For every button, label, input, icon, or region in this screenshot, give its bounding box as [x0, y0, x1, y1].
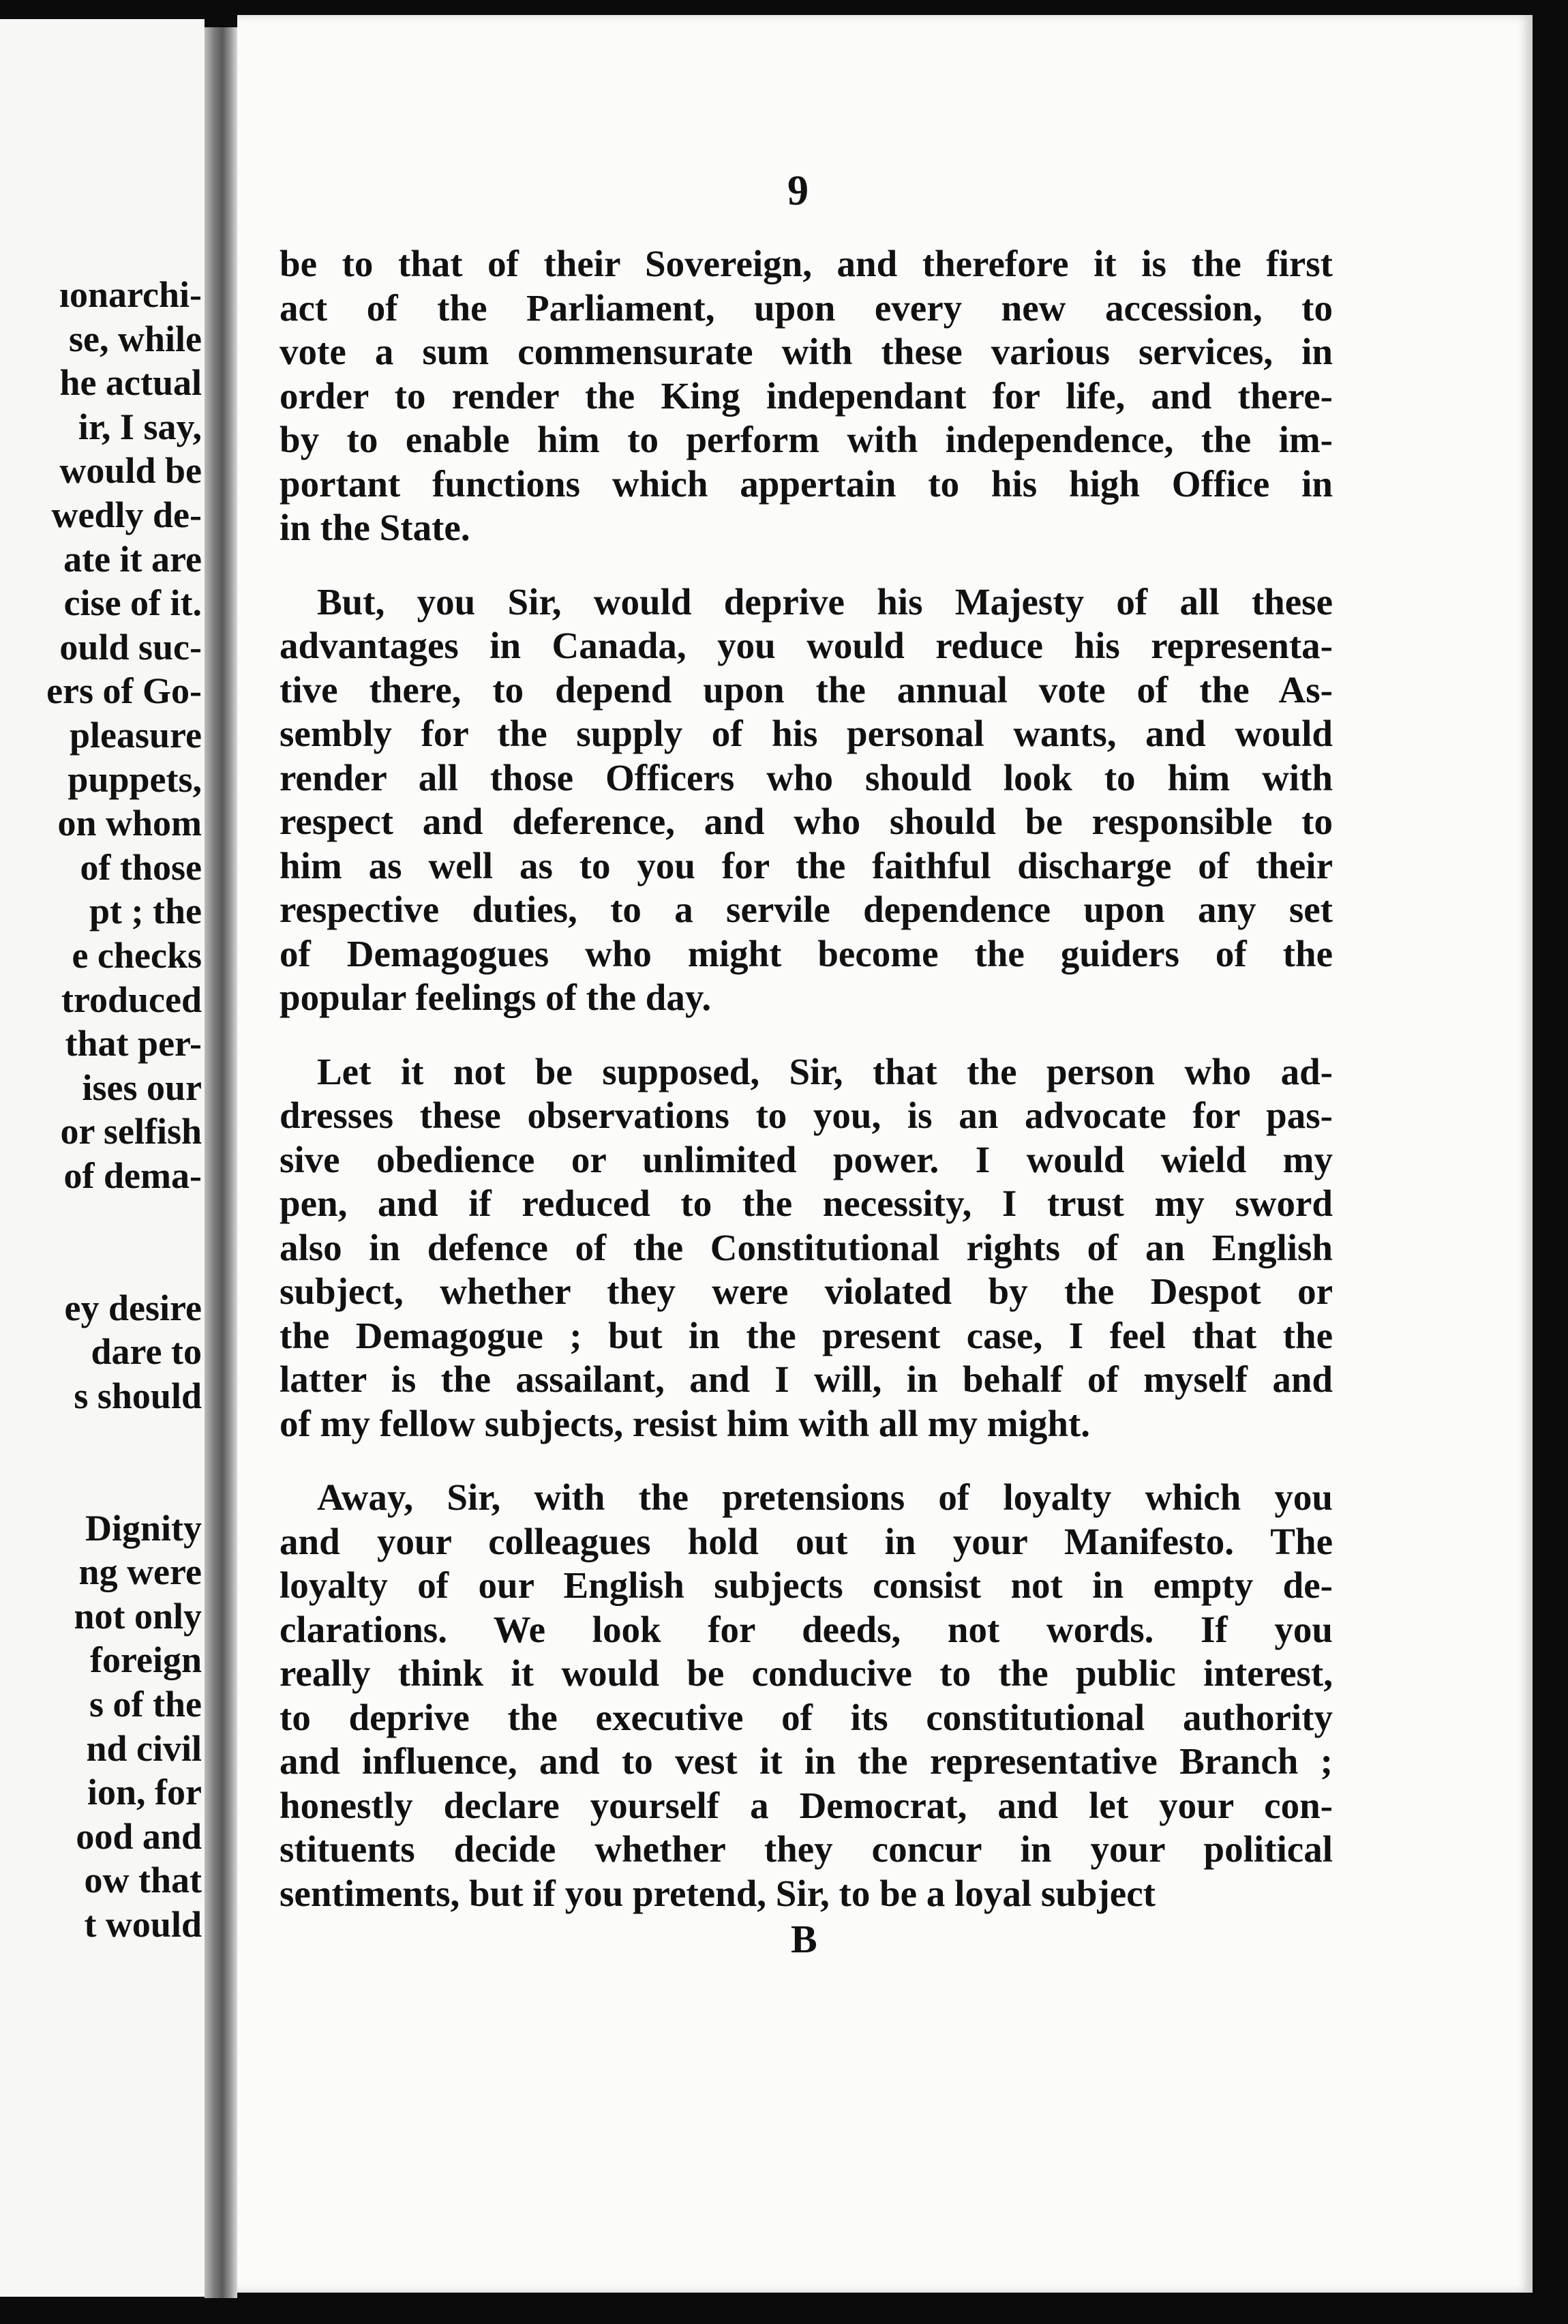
left-page-line: of those — [80, 846, 202, 888]
left-page-line: ir, I say, — [78, 406, 202, 447]
text-line: of my fellow subjects, resist him with all my might. — [280, 1402, 1091, 1444]
left-page-line: on whom — [57, 803, 202, 844]
text-line: portant functions which appertain to his high Office in — [280, 462, 1333, 505]
text-line: subject, whether they were violated by the Despot or — [280, 1270, 1333, 1312]
left-page-line: ion, for — [87, 1772, 202, 1813]
text-line: him as well as to you for the faithful discharge of their — [280, 844, 1333, 887]
text-line: But, you Sir, would deprive his Majesty of all these — [317, 580, 1333, 623]
text-line: stituents decide whether they concur in your political — [280, 1828, 1333, 1870]
text-line: sentiments, but if you pretend, Sir, to be a loyal subject — [280, 1872, 1156, 1914]
paragraph — [280, 242, 1333, 550]
left-page-line: ng were — [78, 1551, 202, 1593]
left-page-line: ey desire — [64, 1287, 202, 1328]
text-line: act of the Parliament, upon every new accession, to — [280, 286, 1333, 329]
text-line: dresses these observations to you, is an advocate for pas- — [280, 1094, 1333, 1136]
left-page-line: ould suc- — [59, 626, 202, 668]
left-page-line: dare to — [91, 1331, 202, 1373]
text-line: of Demagogues who might become the guiders of the — [280, 932, 1333, 974]
text-line: in the State. — [280, 507, 470, 548]
text-line: advantages in Canada, you would reduce his representa- — [280, 625, 1333, 666]
left-page-line — [0, 1197, 202, 1242]
text-line: popular feelings of the day. — [280, 977, 712, 1018]
left-page-line: cise of it. — [63, 582, 202, 624]
text-line: Let it not be supposed, Sir, that the person who ad- — [317, 1050, 1333, 1092]
left-page-line: s of the — [89, 1684, 202, 1725]
signature-mark: B — [791, 1917, 817, 1961]
left-page — [0, 19, 205, 2297]
left-page-line: of dema- — [63, 1154, 202, 1196]
left-page-line — [0, 1418, 202, 1462]
text-line: order to render the King independant for life, and there- — [280, 374, 1333, 417]
left-page-line: he actual — [59, 362, 202, 404]
left-page-line: troduced — [61, 979, 202, 1020]
text-line: also in defence of the Constitutional rights of an English — [280, 1226, 1333, 1268]
left-page-line: ises our — [82, 1067, 202, 1108]
body-text — [280, 242, 1333, 1946]
left-page-line: wedly de- — [51, 494, 202, 535]
left-page-line: ers of Go- — [46, 670, 202, 712]
text-line: tive there, to depend upon the annual vote of the As- — [280, 668, 1333, 711]
text-line: respective duties, to a servile dependence upon any set — [280, 889, 1333, 930]
text-line: the Demagogue ; but in the present case, I feel that the — [280, 1314, 1333, 1356]
left-page-line: would be — [59, 450, 202, 492]
left-page-line: ıonarchi- — [59, 274, 202, 315]
text-line: be to that of their Sovereign, and therefore it is the first — [280, 243, 1333, 284]
text-line: pen, and if reduced to the necessity, I trust my sword — [280, 1182, 1333, 1224]
left-page-line — [0, 1242, 202, 1286]
text-line: loyalty of our English subjects consist not in empty de- — [280, 1564, 1333, 1606]
book-gutter — [205, 27, 237, 2298]
text-line: and your colleagues hold out in your Manifesto. The — [280, 1520, 1333, 1562]
text-line: latter is the assailant, and I will, in behalf of myself and — [280, 1358, 1333, 1400]
left-page-line: not only — [74, 1595, 202, 1637]
text-line: and influence, and to vest it in the representative Branch ; — [280, 1740, 1333, 1782]
text-line: sembly for the supply of his personal wants, and would — [280, 713, 1333, 754]
text-line: sive obedience or unlimited power. I would wield my — [280, 1138, 1333, 1180]
left-page-line — [0, 1462, 202, 1506]
left-page-line: or selfish — [60, 1111, 202, 1152]
text-line: really think it would be conducive to the public interest, — [280, 1652, 1333, 1694]
left-page-line: e checks — [72, 934, 202, 976]
left-page-line: t would — [84, 1903, 202, 1945]
left-page-line: ood and — [76, 1815, 202, 1857]
text-line: honestly declare yourself a Democrat, and let your con- — [280, 1784, 1333, 1826]
left-page-line: puppets, — [67, 758, 202, 800]
left-page-line: s should — [74, 1375, 202, 1416]
text-line: by to enable him to perform with independence, the im- — [280, 419, 1333, 460]
text-line: to deprive the executive of its constitutional authority — [280, 1696, 1333, 1738]
text-line: respect and deference, and who should be responsible to — [280, 801, 1333, 842]
text-line: Away, Sir, with the pretensions of loyalty which you — [317, 1476, 1333, 1518]
left-page-line: pleasure — [69, 714, 202, 756]
paragraph — [280, 1476, 1333, 1916]
left-page-line: nd civil — [86, 1727, 202, 1769]
left-page-line: se, while — [69, 318, 202, 359]
left-page-line: ow that — [84, 1860, 202, 1901]
left-page-text — [0, 273, 202, 1947]
left-page-line: pt ; the — [89, 891, 202, 932]
left-page-line: Dignity — [85, 1507, 202, 1549]
paragraph — [280, 580, 1333, 1020]
text-line: clarations. We look for deeds, not words. If you — [280, 1608, 1333, 1650]
paragraph — [280, 1050, 1333, 1446]
text-line: render all those Officers who should look to him with — [280, 756, 1333, 799]
left-page-line: foreign — [90, 1639, 202, 1681]
text-line: vote a sum commensurate with these various services, in — [280, 331, 1333, 372]
left-page-line: that per- — [65, 1023, 202, 1064]
page-number: 9 — [787, 168, 809, 214]
left-page-line: ate it are — [63, 538, 202, 580]
